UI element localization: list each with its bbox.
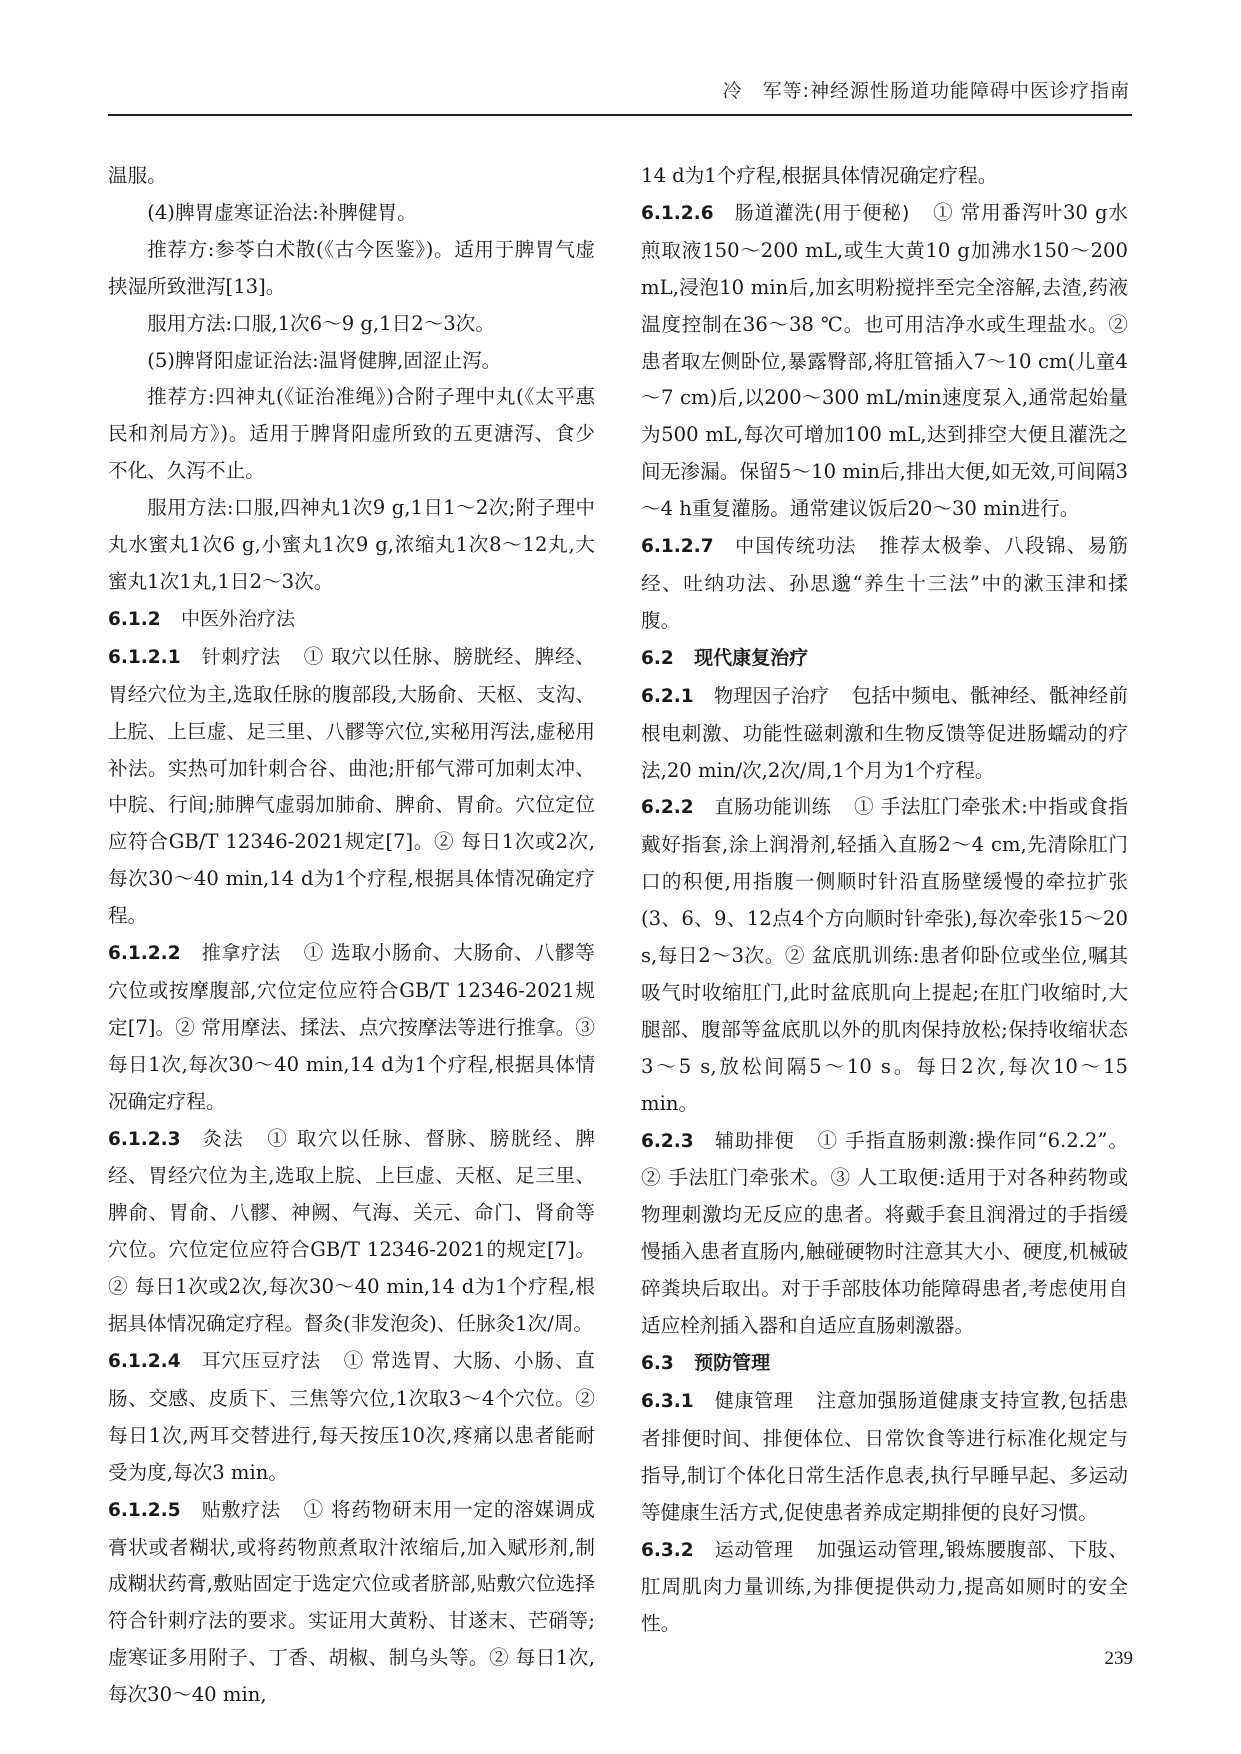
section-body: ① 将药物研末用一定的溶媒调成膏状或者糊状,或将药物煎煮取汁浓缩后,加入赋形剂,制成糊状药膏,敷贴固定于选定穴位或者脐部,贴敷穴位选择符合针刺疗法的要求。实证用大黄粉、甘遂末、芒硝等;虚寒证多用附子、丁香、胡椒、制乌头等。② 每日1次,每次30～40 min,	[108, 1497, 595, 1707]
paragraph: (5)脾肾阳虚证治法:温肾健脾,固涩止泻。	[147, 348, 502, 372]
section-title: 预防管理	[694, 1352, 771, 1374]
section-heading	[641, 640, 1128, 678]
section-number: 6.3.2	[641, 1539, 694, 1561]
right-column	[641, 158, 1128, 1643]
left-column	[108, 158, 595, 1714]
section-paragraph	[108, 1492, 595, 1714]
section-body: ① 取穴以任脉、督脉、膀胱经、脾经、胃经穴位为主,选取上脘、上巨虚、天枢、足三里、脾俞、胃俞、八髎、神阙、气海、关元、命门、肾俞等穴位。穴位定位应符合GB/T 12346-2021的规定[7]。② 每日1次或2次,每次30～40 min,14 d为1个疗程,根据具体情况确定疗程。督灸(非发泡灸)、任脉灸1次/周。	[108, 1126, 595, 1336]
section-paragraph	[108, 639, 595, 935]
section-title: 推拿疗法	[200, 942, 281, 965]
section-title: 直肠功能训练	[714, 796, 832, 819]
paragraph: 服用方法:口服,1次6～9 g,1日2～3次。	[147, 311, 495, 335]
section-body: 注意加强肠道健康支持宣教,包括患者排便时间、排便体位、日常饮食等进行标准化规定与指导,制订个体化日常生活作息表,执行早睡早起、多运动等健康生活方式,促使患者养成定期排便的良好习惯。	[641, 1388, 1128, 1524]
header-rule	[108, 114, 1132, 116]
section-number: 6.1.2.4	[108, 1351, 181, 1372]
section-number: 6.1.2.1	[108, 646, 181, 668]
section-paragraph	[641, 789, 1128, 1122]
section-number: 6.3.1	[641, 1390, 694, 1412]
section-heading	[108, 601, 595, 639]
section-title: 中医外治疗法	[181, 607, 296, 630]
paragraph: 服用方法:口服,四神丸1次9 g,1日1～2次;附子理中丸水蜜丸1次6 g,小蜜丸1次9 g,浓缩丸1次8～12丸,大蜜丸1次1丸,1日2～3次。	[108, 496, 595, 593]
section-body: ① 常用番泻叶30 g水煎取液150～200 mL,或生大黄10 g加沸水150～200 mL,浸泡10 min后,加玄明粉搅拌至完全溶解,去渣,药液温度控制在36～38 ℃。也可用洁净水或生理盐水。② 患者取左侧卧位,暴露臀部,将肛管插入7～10 cm(儿童4～7 cm)后,以200～300 mL/min速度泵入,通常起始量为500 mL,每次可增加100 mL,达到排空大便且灌洗之间无渗漏。保留5～10 min后,排出大便,如无效,可间隔3～4 h重复灌肠。通常建议饭后20～30 min进行。	[641, 200, 1129, 521]
paragraph: 推荐方:四神丸(《证治准绳》)合附子理中丸(《太平惠民和剂局方》)。适用于脾肾阳虚所致的五更溏泻、食少不化、久泻不止。	[108, 385, 595, 483]
section-title: 辅助排便	[714, 1129, 795, 1152]
section-number: 6.2.1	[641, 685, 694, 707]
section-title: 针刺疗法	[200, 645, 281, 668]
section-number: 6.1.2.2	[108, 943, 181, 965]
section-body: ① 常选胃、大肠、小肠、直肠、交感、皮质下、三焦等穴位,1次取3～4个穴位。② 每日1次,两耳交替进行,每天按压10次,疼痛以患者能耐受为度,每次3 min。	[108, 1349, 595, 1484]
section-heading	[641, 1345, 1128, 1383]
section-paragraph	[641, 528, 1128, 640]
section-number: 6.1.2.3	[108, 1128, 181, 1150]
running-header: 冷 军等:神经源性肠道功能障碍中医诊疗指南	[722, 80, 1130, 102]
section-number: 6.1.2.7	[641, 536, 714, 558]
section-body: ① 手法肛门牵张术:中指或食指戴好指套,涂上润滑剂,轻插入直肠2～4 cm,先清除肛门口的积便,用指腹一侧顺时针沿直肠壁缓慢的牵拉扩张(3、6、9、12点4个方向顺时针牵张),每次牵张15～20 s,每日2～3次。② 盆底肌训练:患者仰卧位或坐位,嘱其吸气时收缩肛门,此时盆底肌向上提起;在肛门收缩时,大腿部、腹部等盆底肌以外的肌肉保持放松;保持收缩状态3～5 s,放松间隔5～10 s。每日2次,每次10～15 min。	[641, 795, 1128, 1115]
section-paragraph	[641, 195, 1128, 528]
section-body: 加强运动管理,锻炼腰腹部、下肢、肛周肌肉力量训练,为排便提供动力,提高如厕时的安全性。	[641, 1537, 1128, 1636]
section-paragraph	[108, 935, 595, 1121]
section-title: 健康管理	[714, 1389, 794, 1412]
section-title: 肠道灌洗(用于便秘)	[733, 201, 910, 224]
page-number: 239	[1104, 1648, 1133, 1669]
paragraph: (4)脾胃虚寒证治法:补脾健胃。	[147, 200, 417, 224]
section-title: 中国传统功法	[733, 535, 857, 558]
section-title: 灸法	[200, 1127, 245, 1150]
section-number: 6.2	[641, 647, 674, 669]
section-title: 物理因子治疗	[714, 684, 830, 707]
section-number: 6.1.2.6	[641, 202, 714, 224]
section-number: 6.2.3	[641, 1130, 694, 1152]
section-number: 6.2.2	[641, 797, 694, 819]
section-paragraph	[641, 678, 1128, 790]
section-paragraph	[641, 1532, 1128, 1644]
paragraph: 温服。	[108, 164, 167, 187]
section-body: ① 手指直肠刺激:操作同“6.2.2”。② 手法肛门牵张术。③ 人工取便:适用于对各种药物或物理刺激均无反应的患者。将戴手套且润滑过的手指缓慢插入患者直肠内,触碰硬物时注意其大小、硬度,机械破碎粪块后取出。对于手部肢体功能障碍患者,考虑使用自适应栓剂插入器和自适应直肠刺激器。	[641, 1128, 1128, 1338]
paragraph: 14 d为1个疗程,根据具体情况确定疗程。	[641, 164, 998, 187]
section-title: 运动管理	[714, 1538, 794, 1561]
section-number: 6.1.2.5	[108, 1499, 181, 1521]
section-number: 6.3	[641, 1353, 674, 1374]
section-paragraph	[108, 1121, 595, 1343]
section-body: 包括中频电、骶神经、骶神经前根电刺激、功能性磁刺激和生物反馈等促进肠蠕动的疗法,20 min/次,2次/周,1个月为1个疗程。	[641, 683, 1128, 782]
section-number: 6.1.2	[108, 608, 161, 630]
section-paragraph	[641, 1123, 1128, 1345]
paragraph: 推荐方:参苓白术散(《古今医鉴》)。适用于脾胃气虚挟湿所致泄泻[13]。	[108, 237, 595, 298]
section-body: ① 选取小肠俞、大肠俞、八髎等穴位或按摩腹部,穴位定位应符合GB/T 12346-2021规定[7]。② 常用摩法、揉法、点穴按摩法等进行推拿。③ 每日1次,每次30～40 min,14 d为1个疗程,根据具体情况确定疗程。	[108, 941, 595, 1113]
section-body: 推荐太极拳、八段锦、易筋经、吐纳功法、孙思邈“养生十三法”中的漱玉津和揉腹。	[641, 534, 1128, 632]
section-title: 耳穴压豆疗法	[200, 1350, 321, 1372]
section-body: ① 取穴以任脉、膀胱经、脾经、胃经穴位为主,选取任脉的腹部段,大肠俞、天枢、支沟、上脘、上巨虚、足三里、八髎等穴位,实秘用泻法,虚秘用补法。实热可加针刺合谷、曲池;肝郁气滞可加刺太冲、中脘、行间;肺脾气虚弱加肺俞、脾俞、胃俞。穴位定位应符合GB/T 12346-2021规定[7]。② 每日1次或2次,每次30～40 min,14 d为1个疗程,根据具体情况确定疗程。	[108, 644, 595, 928]
section-title: 现代康复治疗	[694, 646, 809, 669]
section-paragraph	[108, 1343, 595, 1492]
section-paragraph	[641, 1383, 1128, 1532]
section-title: 贴敷疗法	[200, 1498, 281, 1521]
